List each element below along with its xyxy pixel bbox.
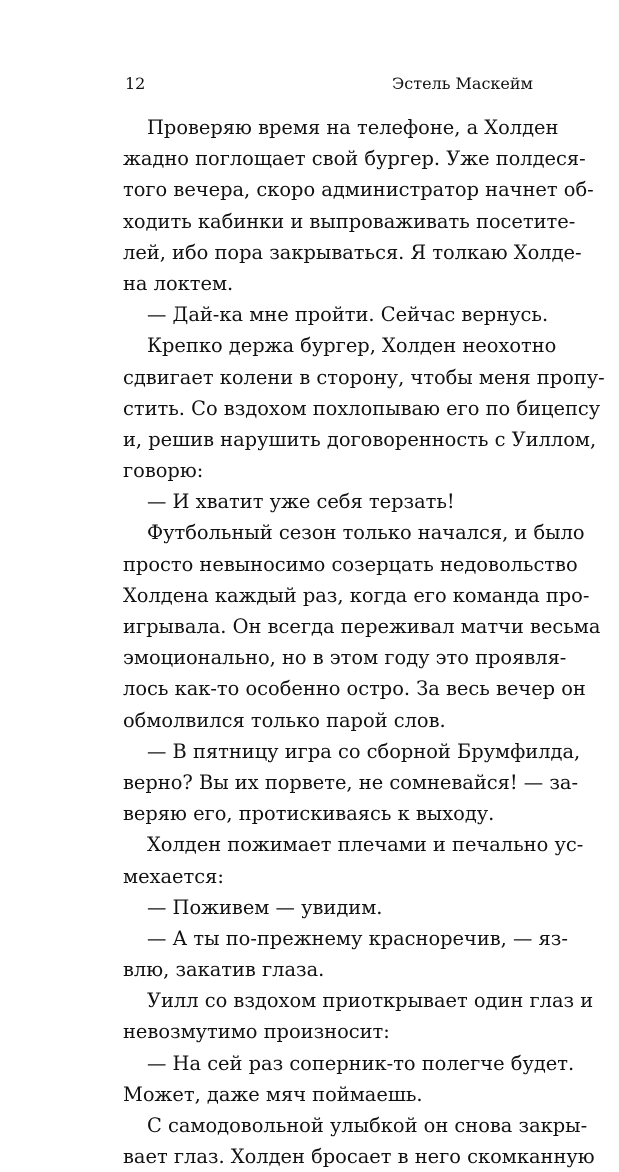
text-line: просто невыносимо созерцать недовольство <box>123 552 578 576</box>
text-line: Холден пожимает плечами и печально ус- <box>147 833 584 857</box>
text-line: — И хватит уже себя терзать! <box>147 490 455 514</box>
text-line: лей, ибо пора закрываться. Я толкаю Холде- <box>123 240 582 264</box>
page-header <box>125 74 533 100</box>
text-line: — В пятницу игра со сборной Брумфилда, <box>147 739 581 763</box>
text-line: мехается: <box>123 864 224 888</box>
text-line: и, решив нарушить договоренность с Уиллом, <box>123 427 597 451</box>
text-line: обмолвился только парой слов. <box>123 708 446 732</box>
text-line: — На сей раз соперник-то полегче будет. <box>147 1051 575 1075</box>
text-line: — А ты по-прежнему красноречив, — яз- <box>147 926 568 950</box>
text-line: влю, закатив глаза. <box>123 958 325 982</box>
text-line: ходить кабинки и выпроваживать посетите- <box>123 209 576 233</box>
text-line: веряю его, протискиваясь к выходу. <box>123 802 495 826</box>
text-line: жадно поглощает свой бургер. Уже полдеся- <box>123 147 586 171</box>
text-line: того вечера, скоро администратор начнет об- <box>123 178 594 202</box>
text-line: эмоционально, но в этом году это проявля- <box>123 646 567 670</box>
text-line: вает глаз. Холден бросает в него скомканную <box>123 1145 595 1169</box>
text-line: — Поживем — увидим. <box>147 895 383 919</box>
text-line: Может, даже мяч поймаешь. <box>123 1082 423 1106</box>
page-number: 12 <box>125 74 146 93</box>
text-line: лось как-то особенно остро. За весь вечер он <box>123 677 586 701</box>
text-line: Крепко держа бургер, Холден неохотно <box>147 334 557 358</box>
text-line: С самодовольной улыбкой он снова закры- <box>147 1114 588 1137</box>
text-line: невозмутимо произносит: <box>123 1020 390 1044</box>
text-line: верно? Вы их порвете, не сомневайся! — за- <box>123 770 579 794</box>
text-line: Проверяю время на телефоне, а Холден <box>147 116 559 139</box>
text-line: на локтем. <box>123 271 234 295</box>
text-line: сдвигает колени в сторону, чтобы меня пропу- <box>123 365 605 389</box>
text-line: стить. Со вздохом похлопываю его по бицепсу <box>123 396 601 420</box>
text-line: Холдена каждый раз, когда его команда про- <box>123 583 590 607</box>
body-text <box>123 112 605 1172</box>
running-title: Эстель Маскейм <box>392 74 533 93</box>
text-line: говорю: <box>123 459 204 483</box>
text-line: Уилл со вздохом приоткрывает один глаз и <box>147 989 594 1013</box>
text-line: игрывала. Он всегда переживал матчи весьма <box>123 615 601 638</box>
text-line: — Дай-ка мне пройти. Сейчас вернусь. <box>147 303 549 327</box>
text-line: Футбольный сезон только начался, и было <box>147 521 585 545</box>
